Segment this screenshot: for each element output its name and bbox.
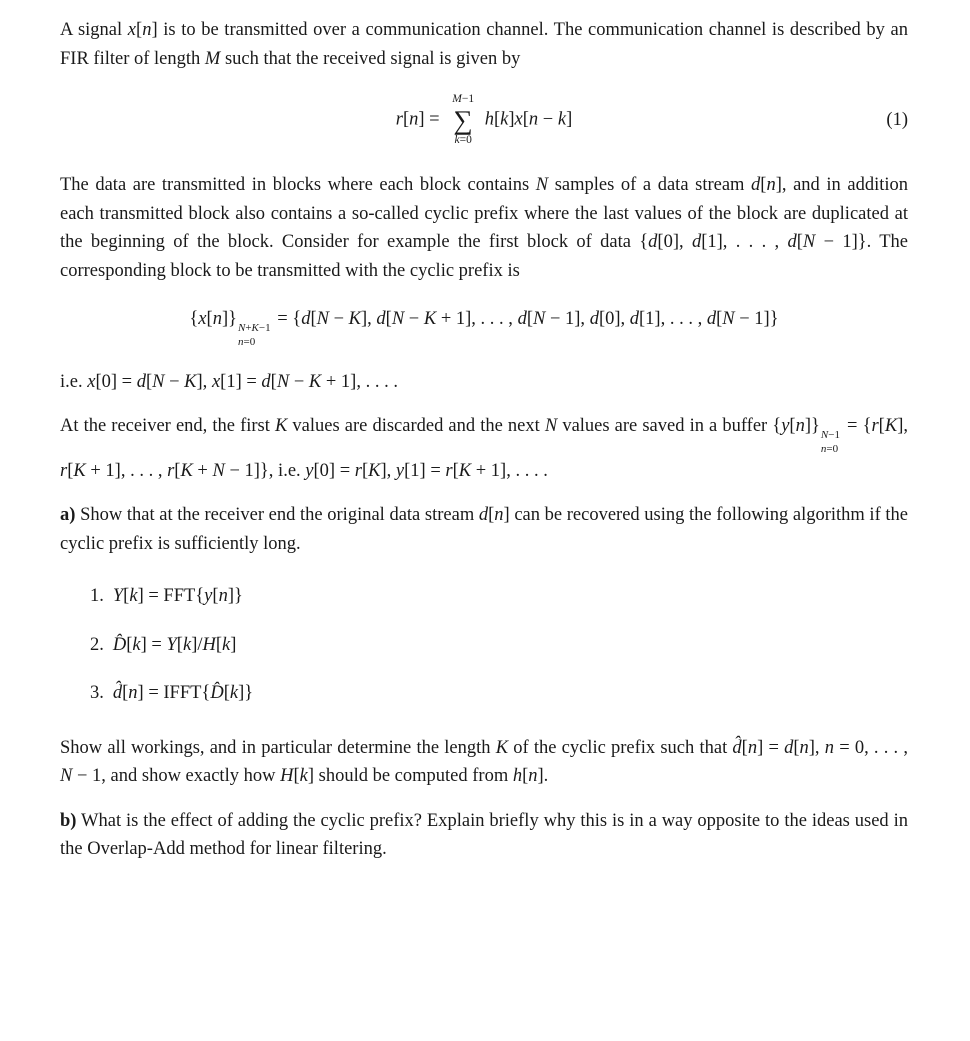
step-1-number: 1. (90, 586, 104, 606)
step-2-formula: D̂[k] = Y[k]/H[k] (112, 634, 237, 655)
step-3-number: 3. (90, 683, 104, 703)
equation-1-number: (1) (886, 109, 908, 130)
ie-line: i.e. x[0] = d[N − K], x[1] = d[N − K + 1], . . . . (60, 371, 398, 392)
algorithm-list (60, 582, 908, 708)
step-2-number: 2. (90, 634, 104, 655)
receiver-paragraph: At the receiver end, the first K values are discarded and the next N values are saved in a buffer {y[n]} N−1 n=0 = {r[K], r[K + 1], . . . , r[K + N − 1]}, i.e. y[0] = r[K], y[1] = r[K + 1], . . . . (60, 416, 908, 481)
intro-paragraph: A signal x[n] is to be transmitted over a communication channel. The communication channel is described by an FIR filter of length M such that the received signal is given by (60, 20, 908, 69)
part-b-paragraph: b) What is the effect of adding the cyclic prefix? Explain briefly why this is in a way opposite to the ideas used in the Overlap-Add method for linear filtering. (60, 810, 908, 859)
algorithm-step-1 (90, 582, 908, 611)
workings-paragraph: Show all workings, and in particular determine the length K of the cyclic prefix such that d̂[n] = d[n], n = 0, . . . , N − 1, and show exactly how H[k] should be computed from h[n]. (60, 737, 908, 786)
equation-1-formula: r[n] = M−1 ∑ k=0 h[k]x[n − k] (395, 92, 573, 147)
block-transmission-paragraph: The data are transmitted in blocks where each block contains N samples of a data stream d[n], and in addition each transmitted block also contains a so-called cyclic prefix where the last values of the block are duplicated at the beginning of the block. Consider for example the first block of data {d[0], d[1], . . . , d[N − 1]}. The corresponding block to be transmitted with the cyclic prefix is (60, 175, 909, 281)
step-3-formula: d̂[n] = IFFT{D̂[k]} (112, 683, 254, 703)
equation-1 (60, 89, 908, 151)
part-a-paragraph: a) Show that at the receiver end the original data stream d[n] can be recovered using the following algorithm if the cyclic prefix is sufficiently long. (60, 505, 908, 554)
algorithm-step-2 (90, 631, 908, 660)
step-1-formula: Y[k] = FFT{y[n]} (112, 586, 243, 606)
cyclic-prefix-equation: {x[n]} N+K−1 n=0 = {d[N − K], d[N − K + 1], . . . , d[N − 1], d[0], d[1], . . . , d[N − 1]} (189, 309, 779, 348)
algorithm-step-3 (90, 679, 908, 708)
